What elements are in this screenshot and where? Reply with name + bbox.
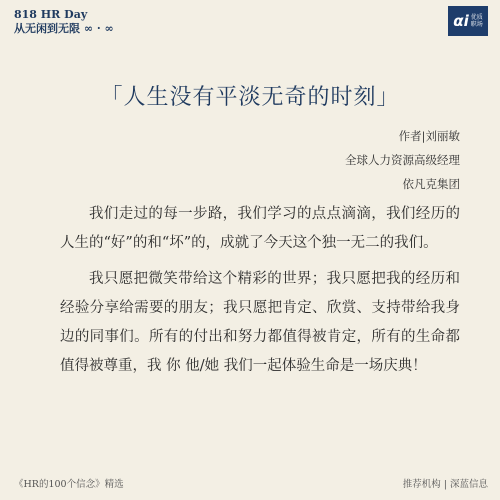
author-position: 全球人力资源高级经理: [345, 153, 460, 167]
paragraph-1: 我们走过的每一步路，我们学习的点点滴滴，我们经历的人生的“好”的和“坏”的，成就了今天这个独一无二的我们。: [60, 206, 460, 251]
footer-source: 《HR的100个信念》精选: [14, 479, 124, 490]
logo-text-2: 职场: [470, 21, 483, 28]
brand-logo: [448, 6, 488, 36]
logo-mark: αi: [453, 12, 469, 30]
event-header: [14, 8, 114, 36]
author-block: [345, 124, 460, 196]
logo-text: [471, 14, 483, 28]
author-name: 作者|刘丽敏: [398, 129, 460, 143]
event-line: 818 HR Day: [14, 8, 88, 21]
author-company: 依凡克集团: [402, 177, 460, 191]
page-title: 「人生没有平淡无奇的时刻」: [100, 85, 400, 110]
logo-text-1: 优质: [470, 14, 483, 21]
tagline: 从无闲到无限 ∞ · ∞: [14, 22, 114, 35]
paragraph-2: 我只愿把微笑带给这个精彩的世界；我只愿把我的经历和经验分享给需要的朋友；我只愿把肯定、欣赏、支持带给我身边的同事们。所有的付出和努力都值得被肯定，所有的生命都值得被尊重，我 你 他/她 我们一起体验生命是一场庆典！: [60, 271, 460, 374]
footer-credit: 推荐机构 | 深蓝信息: [402, 479, 488, 490]
article-body: [60, 200, 460, 388]
